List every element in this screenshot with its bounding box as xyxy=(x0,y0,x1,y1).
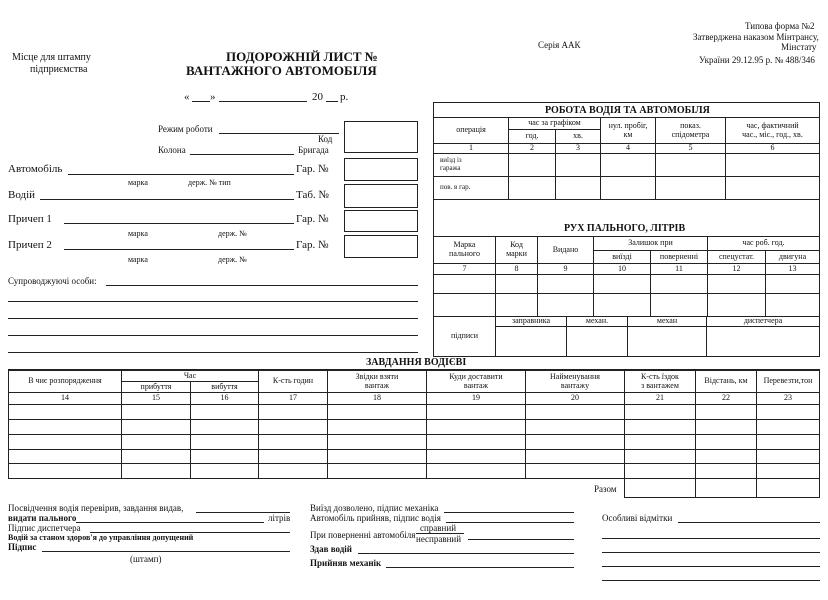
fuel-row2-engine[interactable] xyxy=(765,293,820,317)
speedometer-line1: показ. xyxy=(680,120,701,130)
fuel-num-10: 10 xyxy=(593,263,651,275)
car-field[interactable] xyxy=(68,174,294,175)
task-cell[interactable] xyxy=(258,463,328,479)
series-label: Серія ААК xyxy=(538,40,581,50)
task-cell[interactable] xyxy=(8,449,122,464)
task-cell[interactable] xyxy=(426,404,526,420)
sig-mechanic1-head: механ. xyxy=(566,316,628,327)
total-trips-cell[interactable] xyxy=(624,478,696,498)
task-cell[interactable] xyxy=(8,463,122,479)
task-head-departure: вибуття xyxy=(190,381,259,393)
trailer2-garage-no-label: Гар. № xyxy=(296,239,329,251)
exit-allowed-field[interactable] xyxy=(444,512,574,513)
trips-line1: К-сть їздок xyxy=(641,371,679,381)
task-head-hours: К-сть годин xyxy=(258,370,328,393)
work-num-1: 1 xyxy=(433,143,509,154)
fuel-num-11: 11 xyxy=(650,263,708,275)
task-num-22: 22 xyxy=(695,392,757,405)
serviceable-label: справний xyxy=(420,523,457,533)
approval-line-3: України 29.12.95 р. № 488/346 xyxy=(699,55,815,65)
trailer2-label: Причеп 2 xyxy=(8,239,52,251)
special-marks-field-1[interactable] xyxy=(678,522,820,523)
date-open-quote: « xyxy=(184,91,190,103)
task-head-disposal: В чиє розпорядження xyxy=(8,370,122,393)
work-row-return-garage: пов. в гар. xyxy=(433,176,509,200)
task-cell[interactable] xyxy=(121,463,191,479)
faulty-label: несправний xyxy=(416,534,462,544)
deliver-line1: Куди доставити xyxy=(449,371,503,381)
fuel-brand-line2: пального xyxy=(449,249,480,258)
fuel-row2-return[interactable] xyxy=(650,293,708,317)
accepted-mechanic-label: Прийняв механік xyxy=(310,558,382,568)
task-head-deliver xyxy=(426,370,526,393)
special-marks-field-3[interactable] xyxy=(602,552,820,553)
date-close-quote: » xyxy=(210,91,216,103)
work-num-2: 2 xyxy=(508,143,556,154)
fuel-row2-issued[interactable] xyxy=(537,293,594,317)
car-garage-no-label: Гар. № xyxy=(296,163,329,175)
license-checked-label: Посвідчення водія перевірив, завдання видав, xyxy=(8,503,184,513)
return-speedometer-cell[interactable] xyxy=(655,176,726,200)
exit-minutes-cell[interactable] xyxy=(555,153,601,177)
task-cell[interactable] xyxy=(190,404,259,420)
task-cell[interactable] xyxy=(695,404,757,420)
work-row-exit-garage xyxy=(433,153,509,177)
fuel-head-special: спецустат. xyxy=(707,250,766,264)
fuel-row1-special[interactable] xyxy=(707,274,766,294)
task-cell[interactable] xyxy=(695,449,757,464)
task-cell[interactable] xyxy=(190,463,259,479)
task-table-title: ЗАВДАННЯ ВОДІЄВІ xyxy=(366,357,467,368)
cargo-name-line1: Найменування xyxy=(550,371,600,381)
sig-refueler-cell[interactable] xyxy=(495,326,567,357)
work-num-5: 5 xyxy=(655,143,726,154)
task-head-cargo-name xyxy=(525,370,625,393)
pickup-line1: Звідки взяти xyxy=(355,371,399,381)
task-head-arrival: прибуття xyxy=(121,381,191,393)
task-cell[interactable] xyxy=(121,449,191,464)
work-head-hours: год. xyxy=(508,129,556,144)
fuel-num-7: 7 xyxy=(433,263,496,275)
trailer1-state-no-caption: держ. № xyxy=(218,229,247,238)
exit-actual-time-cell[interactable] xyxy=(725,153,820,177)
driver-field[interactable] xyxy=(40,199,294,200)
task-cell[interactable] xyxy=(258,434,328,450)
task-cell[interactable] xyxy=(190,449,259,464)
actual-time-line2: час., міс., год., хв. xyxy=(742,129,803,139)
special-marks-field-2[interactable] xyxy=(602,538,820,539)
trailer2-brand-caption: марка xyxy=(128,255,148,264)
task-cell[interactable] xyxy=(121,404,191,420)
task-cell[interactable] xyxy=(525,434,625,450)
car-state-no-caption: держ. № тип xyxy=(188,178,231,187)
task-cell[interactable] xyxy=(756,404,820,420)
trailer2-state-no-caption: держ. № xyxy=(218,255,247,264)
trailer1-garage-no-label: Гар. № xyxy=(296,213,329,225)
fuel-head-engine: двигуна xyxy=(765,250,820,264)
fuel-head-remainder: Залишок при xyxy=(593,236,708,251)
code-label: Код xyxy=(318,134,333,144)
task-head-trips xyxy=(624,370,696,393)
return-actual-time-cell[interactable] xyxy=(725,176,820,200)
task-cell[interactable] xyxy=(695,463,757,479)
deliver-line2: вантаж xyxy=(463,380,489,390)
stamp-place-label: Місце для штампу xyxy=(12,52,91,63)
work-num-3: 3 xyxy=(555,143,601,154)
brand-code-line1: Код xyxy=(510,240,523,250)
task-cell[interactable] xyxy=(756,449,820,464)
year-prefix: 20 xyxy=(312,91,323,103)
fuel-row2-brand[interactable] xyxy=(433,293,496,317)
sig-mechanic1-cell[interactable] xyxy=(566,326,628,357)
task-cell[interactable] xyxy=(8,434,122,450)
trailer1-field[interactable] xyxy=(64,223,294,224)
date-day-field[interactable] xyxy=(192,101,210,102)
work-head-actual-time xyxy=(725,117,820,144)
fuel-row1-return[interactable] xyxy=(650,274,708,294)
special-marks-field-4[interactable] xyxy=(602,566,820,567)
exit-allowed-label: Виїзд дозволено, підпис механіка xyxy=(310,503,439,513)
exit-zero-run-cell[interactable] xyxy=(600,153,656,177)
task-cell[interactable] xyxy=(756,463,820,479)
task-cell[interactable] xyxy=(327,449,427,464)
work-head-minutes: хв. xyxy=(555,129,601,144)
driver-label: Водій xyxy=(8,189,36,201)
task-cell[interactable] xyxy=(426,463,526,479)
task-cell[interactable] xyxy=(695,434,757,450)
exit-hours-cell[interactable] xyxy=(508,153,556,177)
escorts-field-5[interactable] xyxy=(8,352,418,353)
escorts-field-1[interactable] xyxy=(106,285,418,286)
on-return-label: При поверненні автомобіля xyxy=(310,530,416,540)
escorts-label: Супроводжуючі особи: xyxy=(8,276,97,286)
handed-driver-label: Здав водій xyxy=(310,544,352,554)
date-year-field[interactable] xyxy=(326,101,338,102)
task-num-14: 14 xyxy=(8,392,122,405)
trailer1-label: Причеп 1 xyxy=(8,213,52,225)
cargo-name-line2: вантажу xyxy=(560,380,590,390)
zero-run-line2: км xyxy=(623,129,633,139)
task-cell[interactable] xyxy=(695,419,757,435)
sig-mechanic2-head: механ xyxy=(627,316,707,327)
task-head-pickup xyxy=(327,370,427,393)
fuel-head-brand xyxy=(433,236,496,264)
task-cell[interactable] xyxy=(8,419,122,435)
work-num-6: 6 xyxy=(725,143,820,154)
task-cell[interactable] xyxy=(525,463,625,479)
year-suffix: р. xyxy=(340,91,349,103)
column-label: Колона xyxy=(158,145,186,155)
return-minutes-cell[interactable] xyxy=(555,176,601,200)
fuel-head-code xyxy=(495,236,538,264)
speedometer-line2: спідометра xyxy=(671,129,710,139)
brigade-label: Бригада xyxy=(298,145,329,155)
work-head-zero-run xyxy=(600,117,656,144)
sig-dispatcher-head: диспетчера xyxy=(706,316,820,327)
task-cell[interactable] xyxy=(525,404,625,420)
column-field[interactable] xyxy=(190,154,294,155)
actual-time-line1: час, фактичний xyxy=(746,120,799,130)
on-return-field[interactable] xyxy=(468,539,574,540)
signature-label: Підпис xyxy=(8,542,37,552)
task-cell[interactable] xyxy=(258,449,328,464)
task-cell[interactable] xyxy=(624,449,696,464)
task-num-16: 16 xyxy=(190,392,259,405)
task-cell[interactable] xyxy=(190,419,259,435)
fuel-num-9: 9 xyxy=(537,263,594,275)
fuel-brand-line1: Марка xyxy=(453,240,476,250)
fuel-head-on-exit: виїзді xyxy=(593,250,651,264)
escorts-field-2[interactable] xyxy=(8,301,418,302)
fuel-row2-special[interactable] xyxy=(707,293,766,317)
task-num-20: 20 xyxy=(525,392,625,405)
exit-garage-line2: гаража xyxy=(440,164,461,172)
fuel-issue-label: видати пального xyxy=(8,513,77,523)
task-num-17: 17 xyxy=(258,392,328,405)
special-marks-label: Особливі відмітки xyxy=(602,513,673,523)
trailer2-garage-box[interactable] xyxy=(344,235,418,258)
total-distance-cell[interactable] xyxy=(695,478,757,498)
task-cell[interactable] xyxy=(624,463,696,479)
fuel-issue-field[interactable] xyxy=(76,522,264,523)
task-total-label: Разом xyxy=(594,484,617,494)
task-cell[interactable] xyxy=(624,404,696,420)
work-table-title: РОБОТА ВОДІЯ ТА АВТОМОБІЛЯ xyxy=(545,105,710,116)
page-title: ПОДОРОЖНІЙ ЛИСТ № xyxy=(226,49,378,64)
work-head-operation: операція xyxy=(433,117,509,144)
task-cell[interactable] xyxy=(426,434,526,450)
return-hours-cell[interactable] xyxy=(508,176,556,200)
task-cell[interactable] xyxy=(624,419,696,435)
task-cell[interactable] xyxy=(258,404,328,420)
car-brand-caption: марка xyxy=(128,178,148,187)
sig-refueler-head: заправника xyxy=(495,316,567,327)
pickup-line2: вантаж xyxy=(364,380,390,390)
health-label: Водій за станом здоров'я до управління допущений xyxy=(8,533,194,542)
fuel-row2-exit[interactable] xyxy=(593,293,651,317)
driver-tab-box[interactable] xyxy=(344,184,418,208)
car-accepted-label: Автомобіль прийняв, підпис водія xyxy=(310,513,441,523)
task-cell[interactable] xyxy=(624,434,696,450)
handed-driver-field[interactable] xyxy=(358,553,574,554)
sig-dispatcher-cell[interactable] xyxy=(706,326,820,357)
fuel-table-title: РУХ ПАЛЬНОГО, ЛІТРІВ xyxy=(564,223,686,234)
work-num-4: 4 xyxy=(600,143,656,154)
task-cell[interactable] xyxy=(525,419,625,435)
liters-label: літрів xyxy=(268,513,291,523)
code-box[interactable] xyxy=(344,121,418,153)
work-mode-label: Режим роботи xyxy=(158,124,213,134)
task-num-23: 23 xyxy=(756,392,820,405)
task-cell[interactable] xyxy=(327,434,427,450)
car-accepted-field[interactable] xyxy=(446,522,574,523)
brand-code-line2: марки xyxy=(506,249,527,258)
car-garage-box[interactable] xyxy=(344,158,418,181)
escorts-field-3[interactable] xyxy=(8,318,418,319)
sig-mechanic2-cell[interactable] xyxy=(627,326,707,357)
driver-tab-no-label: Таб. № xyxy=(296,189,329,201)
fuel-head-work-hours: час роб. год. xyxy=(707,236,820,251)
page-subtitle: ВАНТАЖНОГО АВТОМОБІЛЯ xyxy=(186,63,377,78)
stamp-place-label-2: підприємства xyxy=(30,64,88,75)
task-cell[interactable] xyxy=(525,449,625,464)
stamp-label: (штамп) xyxy=(130,554,162,564)
trips-line2: з вантажем xyxy=(641,380,679,390)
date-month-field[interactable] xyxy=(219,101,307,102)
task-cell[interactable] xyxy=(121,434,191,450)
signature-field[interactable] xyxy=(42,551,290,552)
task-head-distance: Відстань, км xyxy=(695,370,757,393)
fuel-head-on-return: поверненні xyxy=(650,250,708,264)
fuel-row1-exit[interactable] xyxy=(593,274,651,294)
task-head-time: Час xyxy=(121,370,259,382)
exit-speedometer-cell[interactable] xyxy=(655,153,726,177)
fuel-row1-code[interactable] xyxy=(495,274,538,294)
task-num-18: 18 xyxy=(327,392,427,405)
task-cell[interactable] xyxy=(426,449,526,464)
return-zero-run-cell[interactable] xyxy=(600,176,656,200)
fuel-row2-code[interactable] xyxy=(495,293,538,317)
task-cell[interactable] xyxy=(327,463,427,479)
task-cell[interactable] xyxy=(756,419,820,435)
approval-line-1: Затверджена наказом Мінтрансу, xyxy=(693,32,819,42)
exit-garage-line1: виїзд із xyxy=(440,156,462,165)
task-cell[interactable] xyxy=(426,419,526,435)
task-cell[interactable] xyxy=(327,404,427,420)
fuel-num-13: 13 xyxy=(765,263,820,275)
task-num-15: 15 xyxy=(121,392,191,405)
total-tons-cell[interactable] xyxy=(756,478,820,498)
task-cell[interactable] xyxy=(327,419,427,435)
fuel-head-issued: Видано xyxy=(537,236,594,264)
trailer1-brand-caption: марка xyxy=(128,229,148,238)
task-cell[interactable] xyxy=(8,404,122,420)
task-cell[interactable] xyxy=(756,434,820,450)
accepted-mechanic-field[interactable] xyxy=(386,567,574,568)
fuel-row1-issued[interactable] xyxy=(537,274,594,294)
fuel-row1-engine[interactable] xyxy=(765,274,820,294)
trailer1-garage-box[interactable] xyxy=(344,210,418,232)
approval-line-2: Мінстату xyxy=(781,42,817,52)
task-cell[interactable] xyxy=(190,434,259,450)
work-head-speedometer xyxy=(655,117,726,144)
fuel-signatures-label: підписи xyxy=(433,316,496,357)
work-head-schedule: час за графіком xyxy=(508,117,601,130)
task-cell[interactable] xyxy=(121,419,191,435)
task-num-21: 21 xyxy=(624,392,696,405)
special-marks-field-5[interactable] xyxy=(602,580,820,581)
escorts-field-4[interactable] xyxy=(8,335,418,336)
task-cell[interactable] xyxy=(258,419,328,435)
task-head-tons: Перевезти,тон xyxy=(756,370,820,393)
fuel-num-12: 12 xyxy=(707,263,766,275)
fuel-row1-brand[interactable] xyxy=(433,274,496,294)
dispatcher-sign-label: Підпис диспетчера xyxy=(8,523,81,533)
car-label: Автомобіль xyxy=(8,163,63,175)
task-num-19: 19 xyxy=(426,392,526,405)
zero-run-line1: нул. пробіг, xyxy=(608,120,648,130)
form-type-label: Типова форма №2 xyxy=(745,21,815,31)
fuel-num-8: 8 xyxy=(495,263,538,275)
trailer2-field[interactable] xyxy=(64,249,294,250)
